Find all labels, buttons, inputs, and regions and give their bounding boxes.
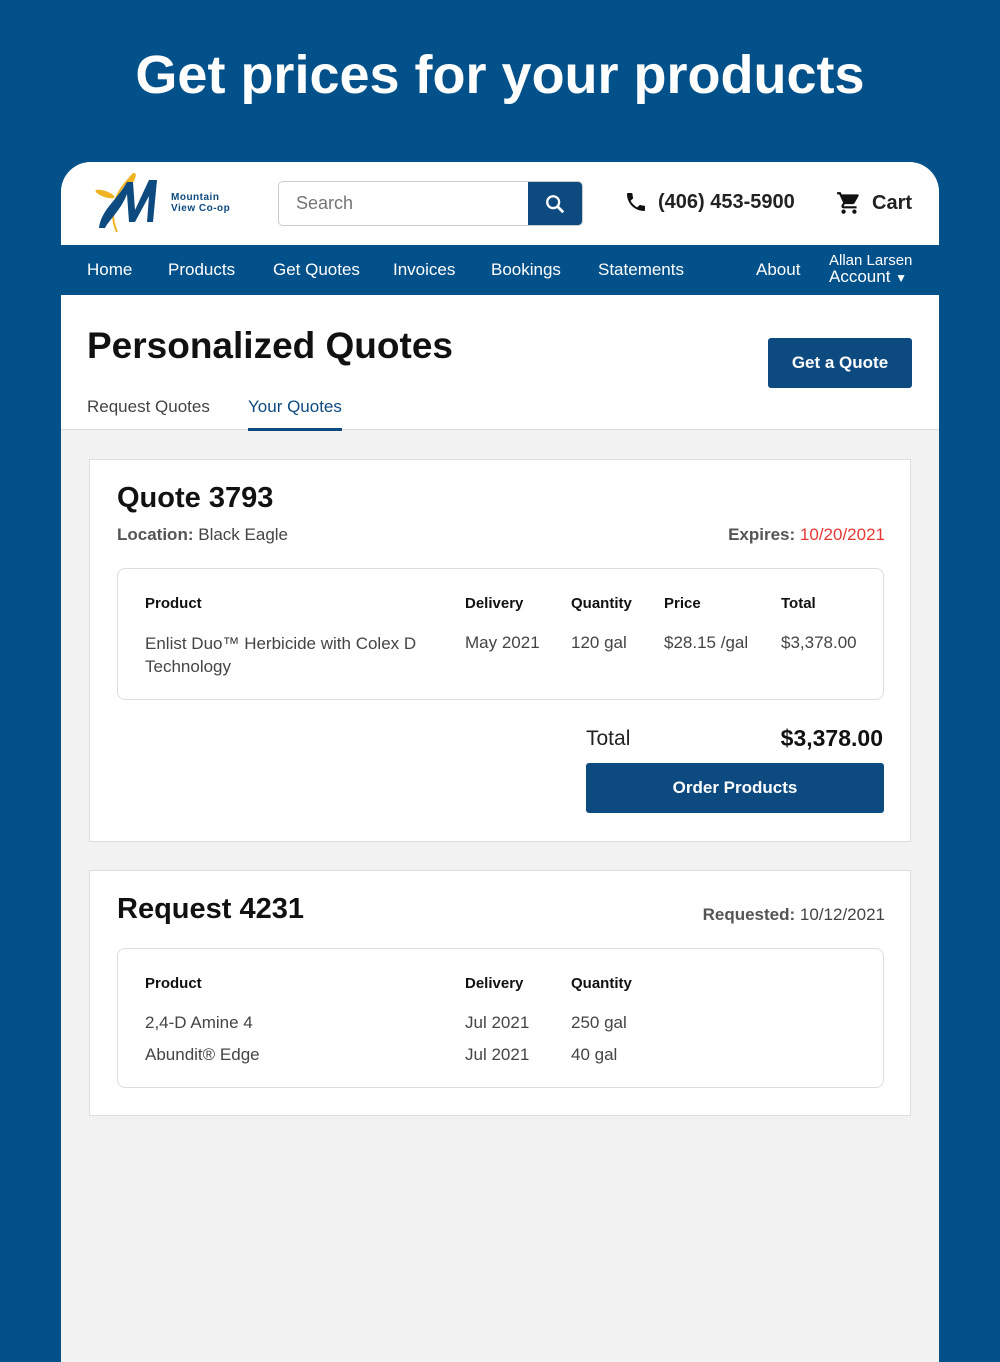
location-label: Location: (117, 525, 194, 544)
cell-delivery: Jul 2021 (465, 1045, 530, 1064)
requested-value: 10/12/2021 (799, 905, 885, 924)
phone-link[interactable] (624, 190, 795, 214)
nav-get-quotes[interactable]: Get Quotes (273, 260, 360, 279)
cell-quantity: 40 gal (571, 1045, 618, 1064)
requested-label: Requested: (702, 905, 796, 924)
get-quote-button[interactable]: Get a Quote (768, 338, 912, 388)
main-nav (61, 245, 939, 295)
nav-invoices[interactable]: Invoices (393, 260, 456, 279)
col-quantity: Quantity (571, 975, 632, 992)
cell-delivery: May 2021 (465, 633, 540, 652)
cart-label: Cart (872, 191, 913, 214)
phone-number: (406) 453-5900 (658, 190, 795, 213)
quote-table (117, 568, 884, 700)
quote-card (89, 459, 911, 842)
search-icon (544, 193, 566, 215)
total-label: Total (586, 727, 631, 750)
col-price: Price (664, 595, 701, 612)
total-value: $3,378.00 (780, 725, 883, 751)
hero-title: Get prices for your products (135, 45, 865, 105)
cell-price: $28.15 /gal (664, 633, 749, 652)
cell-product: Abundit® Edge (145, 1045, 260, 1064)
nav-products[interactable]: Products (168, 260, 236, 279)
col-quantity: Quantity (571, 595, 632, 612)
col-product: Product (145, 975, 202, 992)
account-menu[interactable] (829, 253, 912, 286)
request-card (89, 870, 911, 1116)
page-header (61, 295, 939, 430)
cell-quantity: 250 gal (571, 1013, 627, 1032)
order-products-button[interactable]: Order Products (586, 763, 884, 813)
nav-home[interactable]: Home (87, 260, 133, 279)
page-title: Personalized Quotes (87, 325, 453, 366)
col-delivery: Delivery (465, 975, 524, 992)
caret-down-icon: ▼ (895, 271, 908, 285)
quote-title: Quote 3793 (117, 482, 274, 514)
cell-product: 2,4-D Amine 4 (145, 1013, 253, 1032)
location-value: Black Eagle (198, 525, 289, 544)
cell-quantity: 120 gal (571, 633, 627, 652)
col-total: Total (781, 595, 816, 612)
logo-icon (87, 170, 167, 236)
expires-value: 10/20/2021 (799, 525, 885, 544)
col-delivery: Delivery (465, 595, 524, 612)
user-name: Allan Larsen (829, 252, 913, 269)
logo[interactable] (87, 170, 230, 236)
cell-delivery: Jul 2021 (465, 1013, 530, 1032)
logo-line: Mountain (171, 192, 220, 203)
logo-line: View Co-op (171, 203, 231, 214)
request-title: Request 4231 (117, 893, 304, 925)
account-label: Account (829, 267, 891, 286)
tab-your-quotes[interactable]: Your Quotes (248, 397, 342, 431)
phone-icon (624, 190, 648, 214)
request-date (703, 905, 885, 925)
cell-product: Enlist Duo™ Herbicide with Colex D Technology (145, 634, 417, 676)
quote-location (117, 525, 288, 545)
search-input[interactable] (279, 182, 528, 225)
top-bar (61, 162, 939, 245)
tab-request-quotes[interactable]: Request Quotes (87, 397, 210, 416)
nav-bookings[interactable]: Bookings (491, 260, 561, 279)
cell-total: $3,378.00 (781, 633, 857, 652)
nav-about[interactable]: About (756, 260, 801, 279)
cart-icon (836, 190, 862, 216)
request-table (117, 948, 884, 1088)
search-button[interactable] (528, 182, 582, 225)
nav-statements[interactable]: Statements (598, 260, 684, 279)
logo-text (171, 192, 230, 214)
app-frame (61, 162, 939, 1362)
expires-label: Expires: (728, 525, 796, 544)
cart-button[interactable] (836, 190, 912, 216)
quote-expires (728, 525, 885, 545)
search-box (278, 181, 583, 226)
col-product: Product (145, 595, 202, 612)
